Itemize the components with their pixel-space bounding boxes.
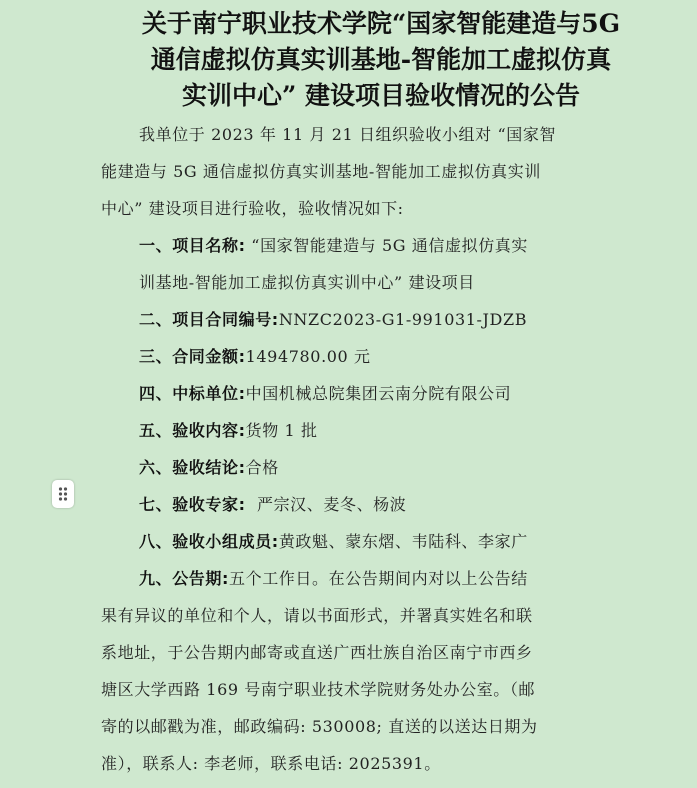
item-notice-period	[101, 560, 684, 597]
item-value: 中国机械总院集团云南分院有限公司	[245, 384, 512, 403]
item-label: 四、中标单位:	[139, 384, 246, 403]
item-label: 二、项目合同编号:	[139, 310, 279, 329]
item-value: “国家智能建造与 5G 通信虚拟仿真实	[245, 236, 529, 255]
item-winning-bidder	[101, 375, 684, 412]
intro-line-1: 我单位于 2023 年 11 月 21 日组织验收小组对 “国家智	[139, 125, 557, 144]
title-line-2: 通信虚拟仿真实训基地-智能加工虚拟仿真	[150, 45, 612, 74]
item-contract-amount	[101, 338, 684, 375]
item-contract-number	[101, 301, 684, 338]
item-value: 五个工作日。在公告期间内对以上公告结	[229, 569, 528, 588]
title-line-1: 关于南宁职业技术学院“国家智能建造与5G	[141, 9, 621, 38]
item-value-continuation: 训基地-智能加工虚拟仿真实训中心” 建设项目	[139, 273, 475, 292]
drag-handle[interactable]	[52, 480, 74, 508]
closing-line-5: 准），联系人: 李老师，联系电话: 2025391。	[101, 754, 441, 773]
title-line-3: 实训中心” 建设项目验收情况的公告	[181, 81, 581, 110]
item-acceptance-conclusion	[101, 449, 684, 486]
item-project-name	[101, 227, 684, 264]
drag-handle-icon	[58, 486, 68, 502]
closing-paragraph	[101, 597, 589, 782]
item-acceptance-team	[101, 523, 684, 560]
intro-line-2: 能建造与 5G 通信虚拟仿真实训基地-智能加工虚拟仿真实训	[101, 162, 541, 181]
intro-paragraph	[101, 116, 589, 227]
item-label: 七、验收专家:	[139, 495, 246, 514]
item-project-name-continuation	[101, 264, 684, 301]
closing-line-4: 寄的以邮戳为准，邮政编码: 530008; 直送的以送达日期为	[101, 717, 538, 736]
closing-line-2: 系地址，于公告期内邮寄或直送广西壮族自治区南宁市西乡	[101, 643, 533, 662]
item-label: 八、验收小组成员:	[139, 532, 279, 551]
item-label: 九、公告期:	[139, 569, 229, 588]
item-value: 黄政魁、蒙东熠、韦陆科、李家广	[278, 532, 528, 551]
item-list	[101, 227, 684, 597]
item-value: 合格	[245, 458, 279, 477]
item-value: NNZC2023-G1-991031-JDZB	[278, 310, 528, 329]
closing-line-1: 果有异议的单位和个人，请以书面形式，并署真实姓名和联	[101, 606, 533, 625]
document-page	[79, 0, 684, 788]
page-title	[101, 6, 661, 114]
item-label: 六、验收结论:	[139, 458, 246, 477]
item-label: 五、验收内容:	[139, 421, 246, 440]
item-value: 货物 1 批	[245, 421, 318, 440]
item-label: 一、项目名称:	[139, 236, 246, 255]
item-acceptance-experts	[101, 486, 684, 523]
item-label: 三、合同金额:	[139, 347, 246, 366]
item-acceptance-content	[101, 412, 684, 449]
intro-line-3: 中心” 建设项目进行验收，验收情况如下:	[101, 199, 404, 218]
item-value: 1494780.00 元	[245, 347, 371, 366]
closing-line-3: 塘区大学西路 169 号南宁职业技术学院财务处办公室。（邮	[101, 680, 536, 699]
item-value: 严宗汉、麦冬、杨波	[245, 495, 407, 514]
